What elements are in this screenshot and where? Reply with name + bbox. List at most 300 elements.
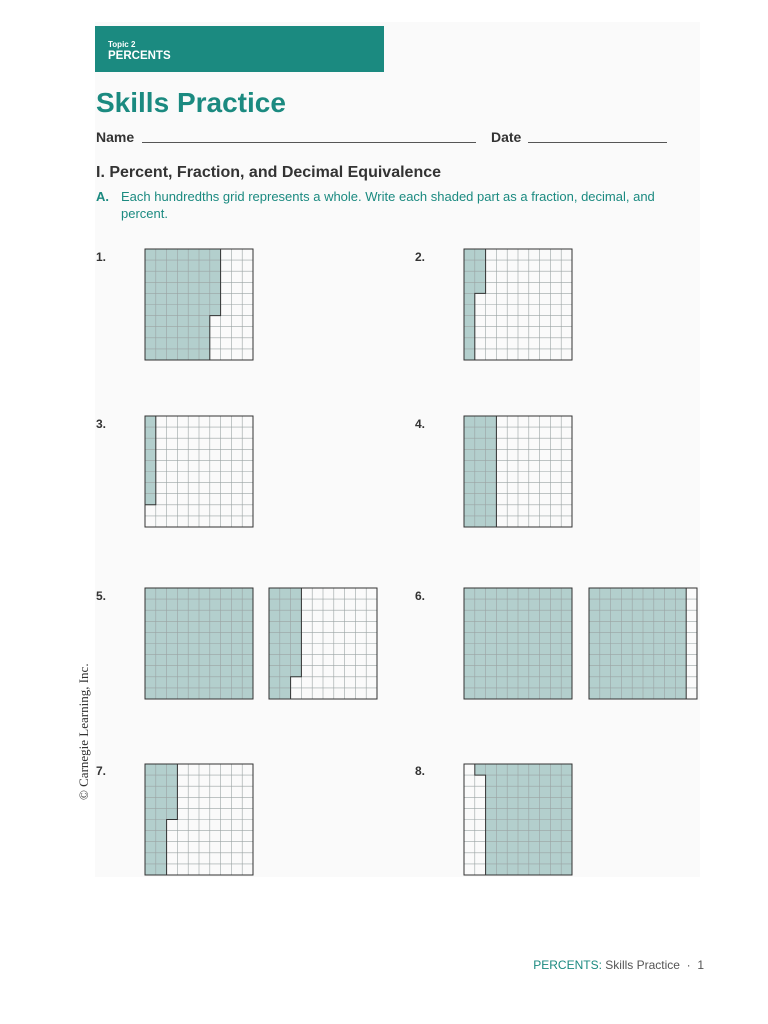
shaded-cell — [145, 483, 156, 494]
shaded-cell — [199, 260, 210, 271]
shaded-cell — [665, 599, 676, 610]
shaded-cell — [550, 786, 561, 797]
shaded-cell — [156, 271, 167, 282]
shaded-cell — [561, 599, 572, 610]
shaded-cell — [156, 820, 167, 831]
instruction-text: Each hundredths grid represents a whole. Write each shaded part as a fraction, decimal, and percent. — [121, 189, 655, 221]
shaded-cell — [156, 327, 167, 338]
shaded-cell — [188, 644, 199, 655]
hundredths-grid — [464, 588, 572, 699]
shaded-cell — [188, 588, 199, 599]
shaded-cell — [518, 588, 529, 599]
shaded-cell — [540, 775, 551, 786]
shaded-cell — [540, 655, 551, 666]
shaded-cell — [496, 853, 507, 864]
shaded-cell — [561, 764, 572, 775]
shaded-cell — [464, 588, 475, 599]
shaded-cell — [145, 666, 156, 677]
shaded-cell — [475, 449, 486, 460]
shaded-cell — [210, 632, 221, 643]
shaded-cell — [675, 621, 686, 632]
shaded-cell — [167, 775, 178, 786]
shaded-cell — [486, 472, 497, 483]
shaded-cell — [675, 688, 686, 699]
shaded-cell — [654, 688, 665, 699]
shaded-cell — [145, 677, 156, 688]
shaded-cell — [280, 632, 291, 643]
shaded-cell — [654, 599, 665, 610]
shaded-cell — [464, 621, 475, 632]
shaded-cell — [199, 271, 210, 282]
shaded-cell — [145, 632, 156, 643]
shaded-cell — [529, 797, 540, 808]
shaded-cell — [540, 621, 551, 632]
shaded-cell — [518, 621, 529, 632]
shaded-cell — [486, 797, 497, 808]
shaded-cell — [464, 688, 475, 699]
shaded-cell — [496, 764, 507, 775]
shaded-cell — [177, 282, 188, 293]
shaded-cell — [589, 599, 600, 610]
shaded-cell — [145, 438, 156, 449]
shaded-cell — [496, 644, 507, 655]
shaded-cell — [518, 677, 529, 688]
shaded-cell — [167, 797, 178, 808]
shaded-cell — [507, 599, 518, 610]
footer-label: Skills Practice — [605, 958, 680, 972]
problem-7-number: 7. — [96, 764, 107, 778]
shaded-cell — [507, 588, 518, 599]
shaded-cell — [475, 249, 486, 260]
shaded-cell — [529, 632, 540, 643]
shaded-cell — [291, 666, 302, 677]
shaded-cell — [156, 864, 167, 875]
shaded-cell — [475, 632, 486, 643]
shaded-cell — [221, 621, 232, 632]
shaded-cell — [486, 516, 497, 527]
shaded-cell — [589, 655, 600, 666]
shaded-cell — [561, 588, 572, 599]
shaded-cell — [188, 666, 199, 677]
shaded-cell — [486, 599, 497, 610]
shaded-cell — [486, 427, 497, 438]
shaded-cell — [167, 293, 178, 304]
shaded-cell — [269, 644, 280, 655]
shaded-cell — [145, 260, 156, 271]
shaded-cell — [188, 293, 199, 304]
shaded-cell — [291, 610, 302, 621]
shaded-cell — [632, 677, 643, 688]
shaded-cell — [280, 644, 291, 655]
shaded-cell — [540, 786, 551, 797]
shaded-cell — [269, 588, 280, 599]
shaded-cell — [507, 621, 518, 632]
shaded-cell — [280, 677, 291, 688]
shaded-cell — [550, 588, 561, 599]
shaded-cell — [145, 282, 156, 293]
shaded-cell — [464, 416, 475, 427]
shaded-cell — [156, 293, 167, 304]
date-label: Date — [491, 129, 522, 145]
shaded-cell — [199, 282, 210, 293]
shaded-cell — [199, 644, 210, 655]
shaded-cell — [540, 842, 551, 853]
shaded-cell — [643, 610, 654, 621]
shaded-cell — [475, 688, 486, 699]
shaded-cell — [464, 516, 475, 527]
shaded-cell — [464, 271, 475, 282]
shaded-cell — [589, 588, 600, 599]
hundredths-grid — [589, 588, 697, 699]
shaded-cell — [621, 688, 632, 699]
shaded-cell — [475, 764, 486, 775]
shaded-cell — [529, 666, 540, 677]
shaded-cell — [507, 764, 518, 775]
shaded-cell — [464, 260, 475, 271]
shaded-cell — [496, 655, 507, 666]
shaded-cell — [475, 655, 486, 666]
shaded-cell — [507, 797, 518, 808]
shaded-cell — [654, 666, 665, 677]
shaded-cell — [156, 644, 167, 655]
shaded-cell — [589, 610, 600, 621]
shaded-cell — [231, 610, 242, 621]
shaded-cell — [242, 599, 253, 610]
shaded-cell — [242, 621, 253, 632]
shaded-cell — [621, 588, 632, 599]
problem-1-number: 1. — [96, 250, 107, 264]
shaded-cell — [550, 666, 561, 677]
shaded-cell — [486, 820, 497, 831]
shaded-cell — [199, 599, 210, 610]
shaded-cell — [291, 644, 302, 655]
shaded-cell — [589, 644, 600, 655]
shaded-cell — [529, 820, 540, 831]
shaded-cell — [291, 621, 302, 632]
shaded-cell — [540, 666, 551, 677]
shaded-cell — [600, 688, 611, 699]
page-number: 1 — [697, 958, 704, 972]
shaded-cell — [210, 282, 221, 293]
footer-topic: PERCENTS: — [533, 958, 602, 972]
shaded-cell — [199, 349, 210, 360]
shaded-cell — [177, 610, 188, 621]
shaded-cell — [464, 494, 475, 505]
shaded-cell — [529, 655, 540, 666]
shaded-cell — [600, 677, 611, 688]
shaded-cell — [464, 338, 475, 349]
shaded-cell — [675, 632, 686, 643]
shaded-cell — [600, 644, 611, 655]
problem-4-number: 4. — [415, 417, 426, 431]
shaded-cell — [496, 786, 507, 797]
shaded-cell — [167, 610, 178, 621]
problem-3-number: 3. — [96, 417, 107, 431]
shaded-cell — [167, 260, 178, 271]
shaded-cell — [156, 677, 167, 688]
shaded-cell — [475, 588, 486, 599]
shaded-cell — [561, 842, 572, 853]
shaded-cell — [188, 282, 199, 293]
shaded-cell — [177, 688, 188, 699]
shaded-cell — [665, 666, 676, 677]
shaded-cell — [156, 666, 167, 677]
shaded-cell — [643, 677, 654, 688]
shaded-cell — [291, 599, 302, 610]
shaded-cell — [156, 764, 167, 775]
shaded-cell — [177, 293, 188, 304]
shaded-cell — [210, 249, 221, 260]
shaded-cell — [156, 842, 167, 853]
shaded-cell — [550, 599, 561, 610]
footer-separator: · — [686, 958, 691, 972]
shaded-cell — [518, 775, 529, 786]
shaded-cell — [242, 677, 253, 688]
shaded-cell — [589, 666, 600, 677]
shaded-cell — [167, 588, 178, 599]
shaded-cell — [145, 249, 156, 260]
shaded-cell — [632, 644, 643, 655]
shaded-cell — [464, 677, 475, 688]
shaded-cell — [156, 349, 167, 360]
shaded-cell — [475, 494, 486, 505]
shaded-cell — [188, 610, 199, 621]
shaded-cell — [475, 271, 486, 282]
shaded-cell — [231, 588, 242, 599]
shaded-cell — [280, 688, 291, 699]
shaded-cell — [291, 588, 302, 599]
shaded-cell — [643, 621, 654, 632]
shaded-cell — [199, 688, 210, 699]
shaded-cell — [529, 775, 540, 786]
shaded-cell — [145, 472, 156, 483]
shaded-cell — [145, 327, 156, 338]
shaded-cell — [199, 293, 210, 304]
shaded-cell — [561, 621, 572, 632]
shaded-cell — [464, 483, 475, 494]
shaded-cell — [550, 808, 561, 819]
shaded-cell — [199, 666, 210, 677]
hundredths-grid — [464, 764, 572, 875]
shaded-cell — [188, 632, 199, 643]
shaded-cell — [475, 427, 486, 438]
shaded-cell — [486, 588, 497, 599]
shaded-cell — [269, 632, 280, 643]
shaded-cell — [486, 677, 497, 688]
shaded-cell — [518, 688, 529, 699]
shaded-cell — [188, 621, 199, 632]
shaded-cell — [675, 588, 686, 599]
shaded-cell — [210, 271, 221, 282]
shaded-cell — [561, 655, 572, 666]
hundredths-grid — [269, 588, 377, 699]
shaded-cell — [210, 588, 221, 599]
shaded-cell — [518, 599, 529, 610]
shaded-cell — [486, 688, 497, 699]
shaded-cell — [496, 842, 507, 853]
shaded-cell — [156, 688, 167, 699]
shaded-cell — [199, 588, 210, 599]
shaded-cell — [540, 632, 551, 643]
shaded-cell — [540, 599, 551, 610]
shaded-cell — [199, 249, 210, 260]
shaded-cell — [654, 644, 665, 655]
shaded-cell — [188, 655, 199, 666]
shaded-cell — [486, 505, 497, 516]
shaded-cell — [145, 853, 156, 864]
shaded-cell — [156, 316, 167, 327]
shaded-cell — [242, 644, 253, 655]
shaded-cell — [221, 599, 232, 610]
shaded-cell — [654, 677, 665, 688]
shaded-cell — [231, 655, 242, 666]
topic-label: Topic 2 — [108, 40, 136, 49]
hundredths-grid — [464, 416, 572, 527]
shaded-cell — [156, 831, 167, 842]
shaded-cell — [199, 610, 210, 621]
shaded-cell — [145, 688, 156, 699]
shaded-cell — [269, 677, 280, 688]
shaded-cell — [145, 449, 156, 460]
shaded-cell — [145, 427, 156, 438]
shaded-cell — [643, 632, 654, 643]
shaded-cell — [221, 688, 232, 699]
shaded-cell — [561, 610, 572, 621]
shaded-cell — [156, 786, 167, 797]
shaded-cell — [188, 677, 199, 688]
shaded-cell — [177, 249, 188, 260]
hundredths-grid — [464, 249, 572, 360]
shaded-cell — [167, 271, 178, 282]
shaded-cell — [621, 666, 632, 677]
shaded-cell — [188, 316, 199, 327]
shaded-cell — [611, 688, 622, 699]
shaded-cell — [675, 677, 686, 688]
shaded-cell — [280, 588, 291, 599]
shaded-cell — [167, 644, 178, 655]
shaded-cell — [665, 644, 676, 655]
shaded-cell — [156, 808, 167, 819]
shaded-cell — [145, 349, 156, 360]
shaded-cell — [496, 820, 507, 831]
shaded-cell — [486, 853, 497, 864]
shaded-cell — [167, 786, 178, 797]
shaded-cell — [145, 610, 156, 621]
shaded-cell — [540, 644, 551, 655]
shaded-cell — [561, 864, 572, 875]
shaded-cell — [496, 588, 507, 599]
shaded-cell — [621, 610, 632, 621]
shaded-cell — [486, 655, 497, 666]
shaded-cell — [486, 644, 497, 655]
shaded-cell — [167, 249, 178, 260]
shaded-cell — [177, 588, 188, 599]
shaded-cell — [464, 632, 475, 643]
shaded-cell — [550, 853, 561, 864]
shaded-cell — [589, 632, 600, 643]
shaded-cell — [464, 305, 475, 316]
shaded-cell — [167, 349, 178, 360]
shaded-cell — [177, 349, 188, 360]
shaded-cell — [475, 416, 486, 427]
shaded-cell — [280, 655, 291, 666]
shaded-cell — [611, 666, 622, 677]
name-field-line[interactable] — [142, 142, 476, 143]
shaded-cell — [632, 588, 643, 599]
shaded-cell — [654, 621, 665, 632]
shaded-cell — [561, 677, 572, 688]
shaded-cell — [550, 632, 561, 643]
shaded-cell — [145, 338, 156, 349]
shaded-cell — [280, 610, 291, 621]
shaded-cell — [210, 655, 221, 666]
shaded-cell — [177, 666, 188, 677]
shaded-cell — [518, 666, 529, 677]
shaded-cell — [210, 260, 221, 271]
shaded-cell — [177, 271, 188, 282]
shaded-cell — [550, 831, 561, 842]
shaded-cell — [621, 632, 632, 643]
shaded-cell — [486, 775, 497, 786]
shaded-cell — [486, 764, 497, 775]
shaded-cell — [518, 764, 529, 775]
shaded-cell — [561, 775, 572, 786]
shaded-cell — [486, 610, 497, 621]
shaded-cell — [145, 644, 156, 655]
shaded-cell — [518, 644, 529, 655]
shaded-cell — [600, 621, 611, 632]
shaded-cell — [496, 808, 507, 819]
shaded-cell — [145, 808, 156, 819]
shaded-cell — [540, 853, 551, 864]
shaded-cell — [507, 842, 518, 853]
shaded-cell — [643, 688, 654, 699]
shaded-cell — [611, 655, 622, 666]
shaded-cell — [496, 632, 507, 643]
shaded-cell — [561, 853, 572, 864]
shaded-cell — [475, 677, 486, 688]
shaded-cell — [145, 599, 156, 610]
shaded-cell — [210, 666, 221, 677]
shaded-cell — [177, 655, 188, 666]
shaded-cell — [291, 655, 302, 666]
shaded-cell — [167, 621, 178, 632]
shaded-cell — [550, 864, 561, 875]
shaded-cell — [156, 588, 167, 599]
shaded-cell — [675, 599, 686, 610]
shaded-cell — [221, 666, 232, 677]
shaded-cell — [280, 666, 291, 677]
shaded-cell — [464, 610, 475, 621]
shaded-cell — [665, 677, 676, 688]
shaded-cell — [561, 644, 572, 655]
shaded-cell — [221, 632, 232, 643]
shaded-cell — [550, 610, 561, 621]
shaded-cell — [540, 864, 551, 875]
shaded-cell — [507, 775, 518, 786]
shaded-cell — [145, 305, 156, 316]
shaded-cell — [156, 655, 167, 666]
shaded-cell — [199, 632, 210, 643]
shaded-cell — [475, 516, 486, 527]
shaded-cell — [518, 864, 529, 875]
shaded-cell — [518, 853, 529, 864]
instruction-letter: A. — [96, 189, 109, 204]
shaded-cell — [654, 610, 665, 621]
date-field-line[interactable] — [528, 142, 667, 143]
shaded-cell — [518, 610, 529, 621]
shaded-cell — [475, 483, 486, 494]
